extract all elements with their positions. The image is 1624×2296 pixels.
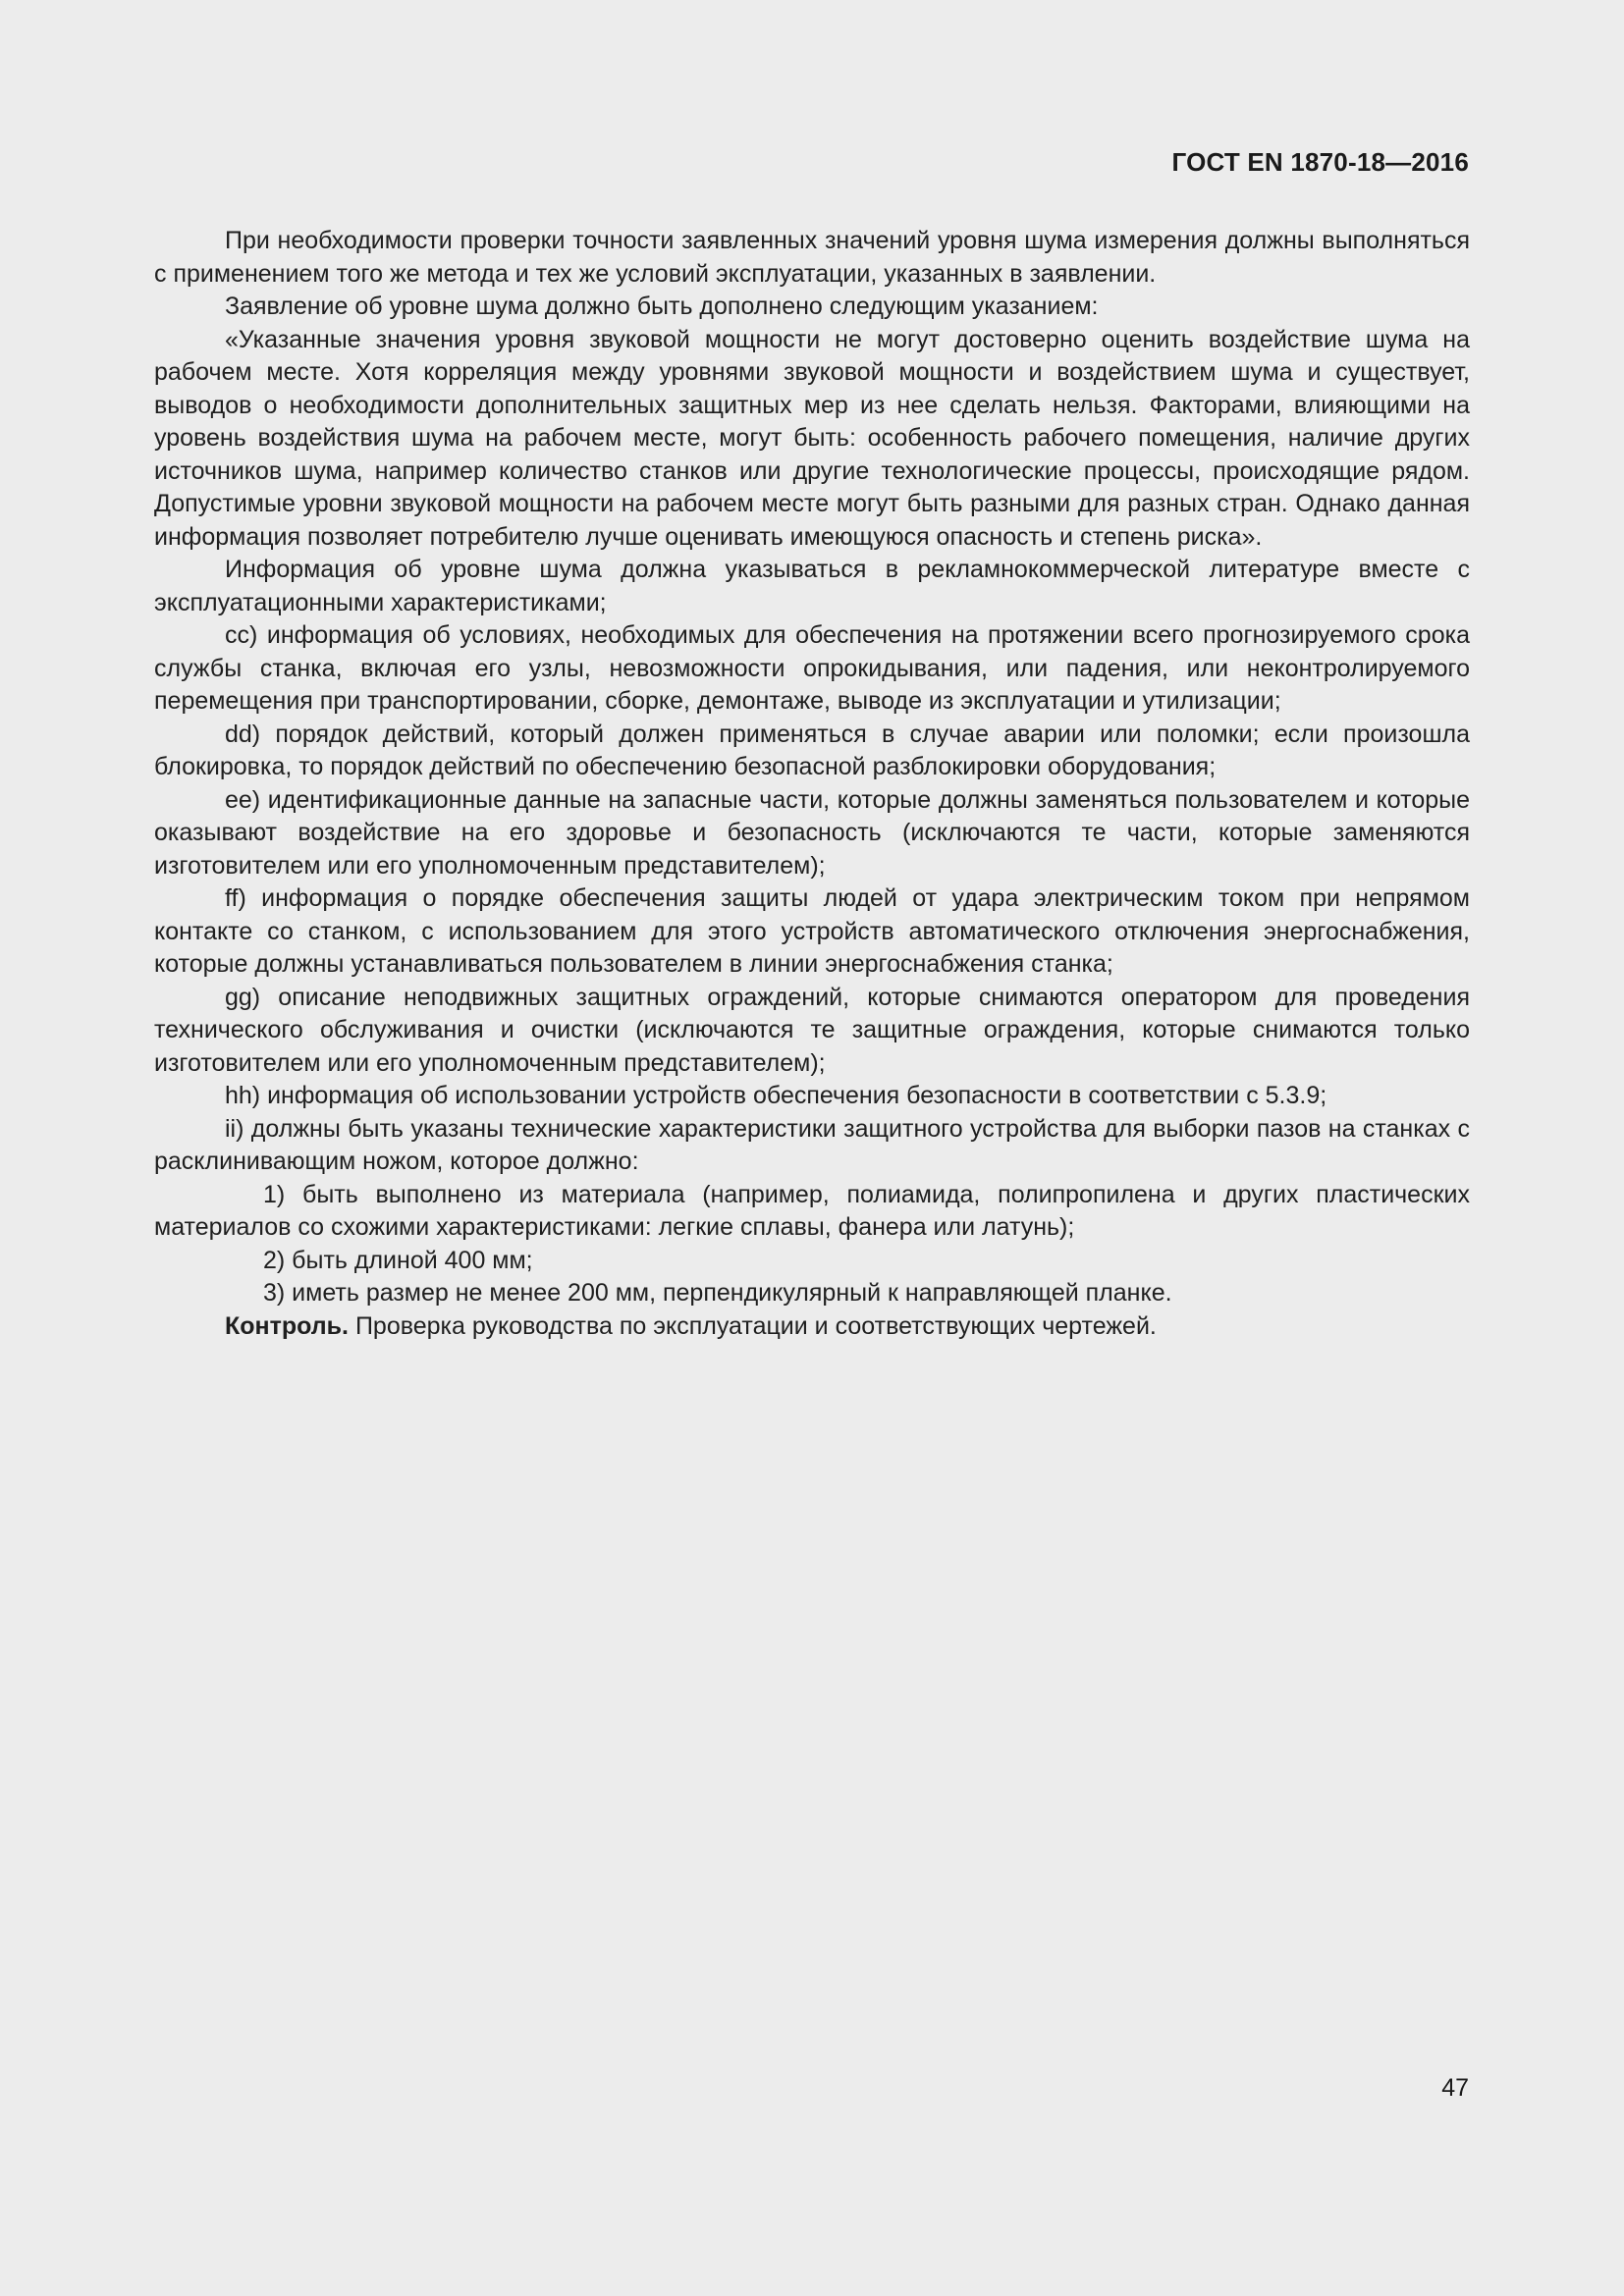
control-label: Контроль. [225,1311,349,1340]
paragraph-noise-quote: «Указанные значения уровня звуковой мощности не могут достоверно оценить воздействие шума на рабочем месте. Хотя корреляция между уровнями звуковой мощности и воздействием шума и существует, выводов о необходимости дополнительных защитных мер из нее сделать нельзя. Факторами, влияющими на уровень воздействия шума на рабочем месте, могут быть: особенность рабочего помещения, наличие других источников шума, например количество станков или другие технологические процессы, происходящие рядом. Допустимые уровни звуковой мощности на рабочем месте могут быть разными для разных стран. Однако данная информация позволяет потребителю лучше оценивать имеющуюся опасность и степень риска». [154,325,1470,551]
list-item-hh: hh) информация об использовании устройств обеспечения безопасности в соответствии с 5.3.9; [225,1082,1327,1109]
list-item-cc: cc) информация об условиях, необходимых для обеспечения на протяжении всего прогнозируемого срока службы станка, включая его узлы, невозможности опрокидывания, или падения, или неконтролируемого перемещения при транспортировании, сборке, демонтаже, выводе из эксплуатации и утилизации; [154,621,1470,715]
paragraph-noise-literature: Информация об уровне шума должна указываться в рекламнокоммерческой литературе вместе с эксплуатационными характеристиками; [154,556,1470,616]
list-item-ff: ff) информация о порядке обеспечения защиты людей от удара электрическим током при непрямом контакте со станком, с использованием для этого устройств автоматического отключения энергоснабжения, которые должны устанавливаться пользователем в линии энергоснабжения станка; [154,884,1470,978]
sub-item-2: 2) быть длиной 400 мм; [263,1246,533,1274]
list-item-ii: ii) должны быть указаны технические характеристики защитного устройства для выборки пазов на станках с расклинивающим ножом, которое должно: [154,1114,1470,1175]
control-text: Проверка руководства по эксплуатации и соответствующих чертежей. [349,1311,1157,1340]
document-body [154,225,1470,1343]
page-number: 47 [1441,2074,1469,2102]
sub-item-1: 1) быть выполнено из материала (например, полиамида, полипропилена и других пластических материалов со схожими характеристиками: легкие сплавы, фанера или латунь); [154,1180,1470,1241]
list-item-gg: gg) описание неподвижных защитных ограждений, которые снимаются оператором для проведения технического обслуживания и очистки (исключаются те защитные ограждения, которые снимаются только изготовителем или его уполномоченным представителем); [154,983,1470,1077]
paragraph-noise-verification: При необходимости проверки точности заявленных значений уровня шума измерения должны выполняться с применением того же метода и тех же условий эксплуатации, указанных в заявлении. [154,227,1470,288]
list-item-ee: ee) идентификационные данные на запасные части, которые должны заменяться пользователем и которые оказывают воздействие на его здоровье и безопасность (исключаются те части, которые заменяются изготовителем или его уполномоченным представителем); [154,785,1470,880]
sub-item-3: 3) иметь размер не менее 200 мм, перпендикулярный к направляющей планке. [263,1279,1172,1307]
list-item-dd: dd) порядок действий, который должен применяться в случае аварии или поломки; если произошла блокировка, то порядок действий по обеспечению безопасной разблокировки оборудования; [154,720,1470,780]
control-paragraph [154,1310,1470,1344]
document-code-header: ГОСТ EN 1870-18—2016 [1171,147,1469,177]
paragraph-noise-statement-intro: Заявление об уровне шума должно быть дополнено следующим указанием: [225,293,1099,320]
